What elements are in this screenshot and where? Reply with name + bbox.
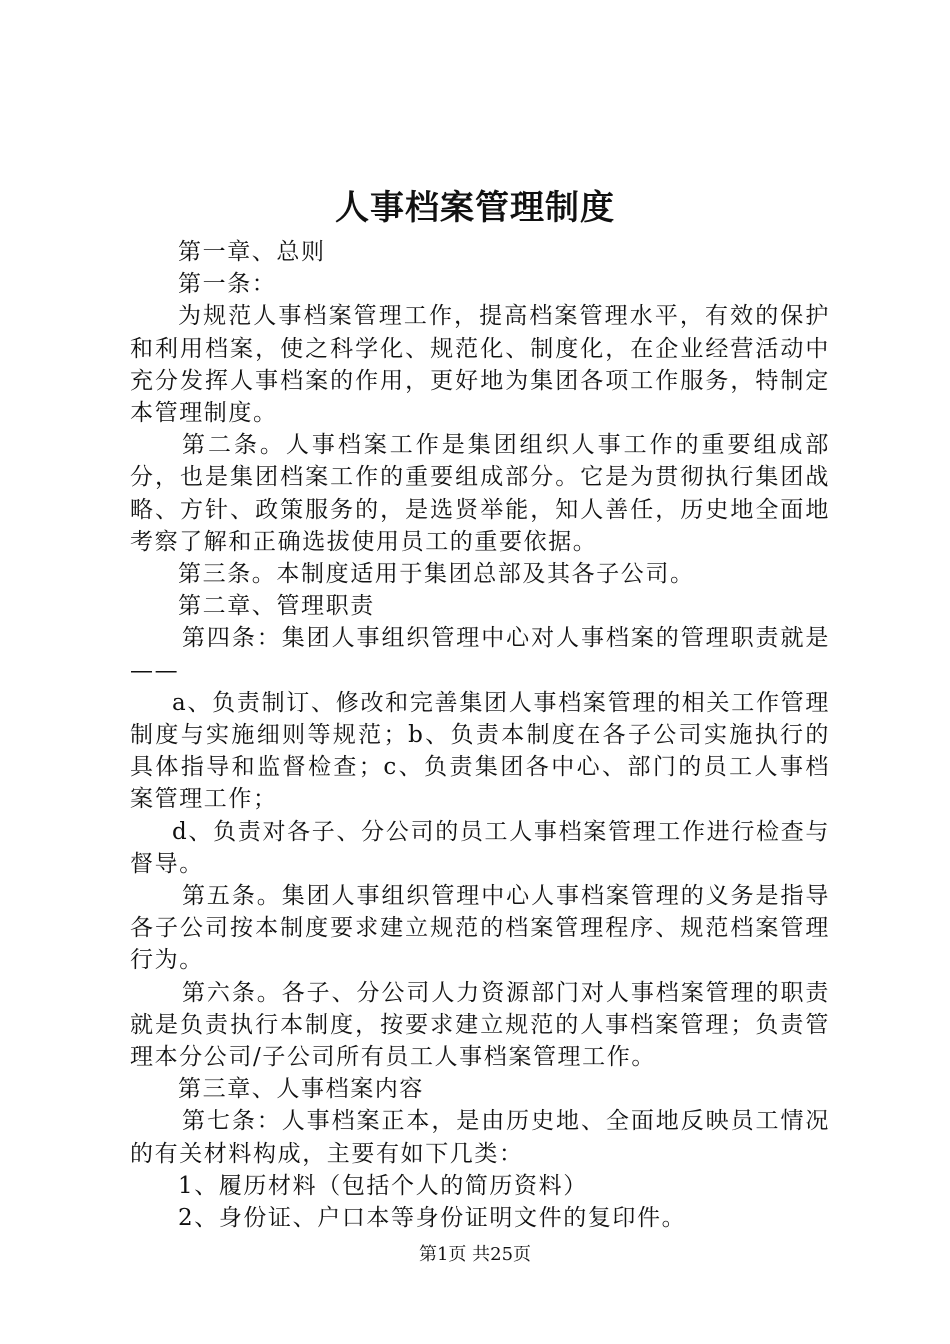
paragraph: d、负责对各子、分公司的员工人事档案管理工作进行检查与督导。	[130, 818, 830, 877]
paragraph: 第四条：集团人事组织管理中心对人事档案的管理职责就是——	[130, 625, 830, 684]
article-heading: 第一条：	[178, 271, 277, 298]
document-body	[130, 236, 830, 1234]
paragraph: 第五条。集团人事组织管理中心人事档案管理的义务是指导各子公司按本制度要求建立规范的档案管理程序、规范档案管理行为。	[130, 883, 830, 974]
list-item: 2、身份证、户口本等身份证明文件的复印件。	[178, 1205, 687, 1232]
chapter-heading: 第三章、人事档案内容	[178, 1076, 424, 1103]
paragraph: 第二条。人事档案工作是集团组织人事工作的重要组成部分，也是集团档案工作的重要组成部分。它是为贯彻执行集团战略、方针、政策服务的，是选贤举能，知人善任，历史地全面地考察了解和正确选拔使用员工的重要依据。	[130, 432, 830, 555]
chapter-heading: 第二章、管理职责	[178, 593, 375, 620]
paragraph: 第三条。本制度适用于集团总部及其各子公司。	[178, 561, 695, 588]
page-footer: 第1页 共25页	[418, 1244, 532, 1265]
paragraph: 第六条。各子、分公司人力资源部门对人事档案管理的职责就是负责执行本制度，按要求建立规范的人事档案管理；负责管理本分公司/子公司所有员工人事档案管理工作。	[130, 979, 830, 1071]
paragraph: a、负责制订、修改和完善集团人事档案管理的相关工作管理制度与实施细则等规范；b、负责本制度在各子公司实施执行的具体指导和监督检查；c、负责集团各中心、部门的员工人事档案管理工作；	[130, 689, 830, 813]
chapter-heading: 第一章、总则	[178, 239, 326, 265]
paragraph: 第七条：人事档案正本，是由历史地、全面地反映员工情况的有关材料构成，主要有如下几类：	[130, 1108, 830, 1167]
document-title: 人事档案管理制度	[335, 188, 615, 228]
list-item: 1、履历材料（包括个人的简历资料）	[178, 1172, 588, 1199]
paragraph: 为规范人事档案管理工作，提高档案管理水平，有效的保护和利用档案，使之科学化、规范化、制度化，在企业经营活动中充分发挥人事档案的作用，更好地为集团各项工作服务，特制定本管理制度。	[130, 303, 830, 427]
